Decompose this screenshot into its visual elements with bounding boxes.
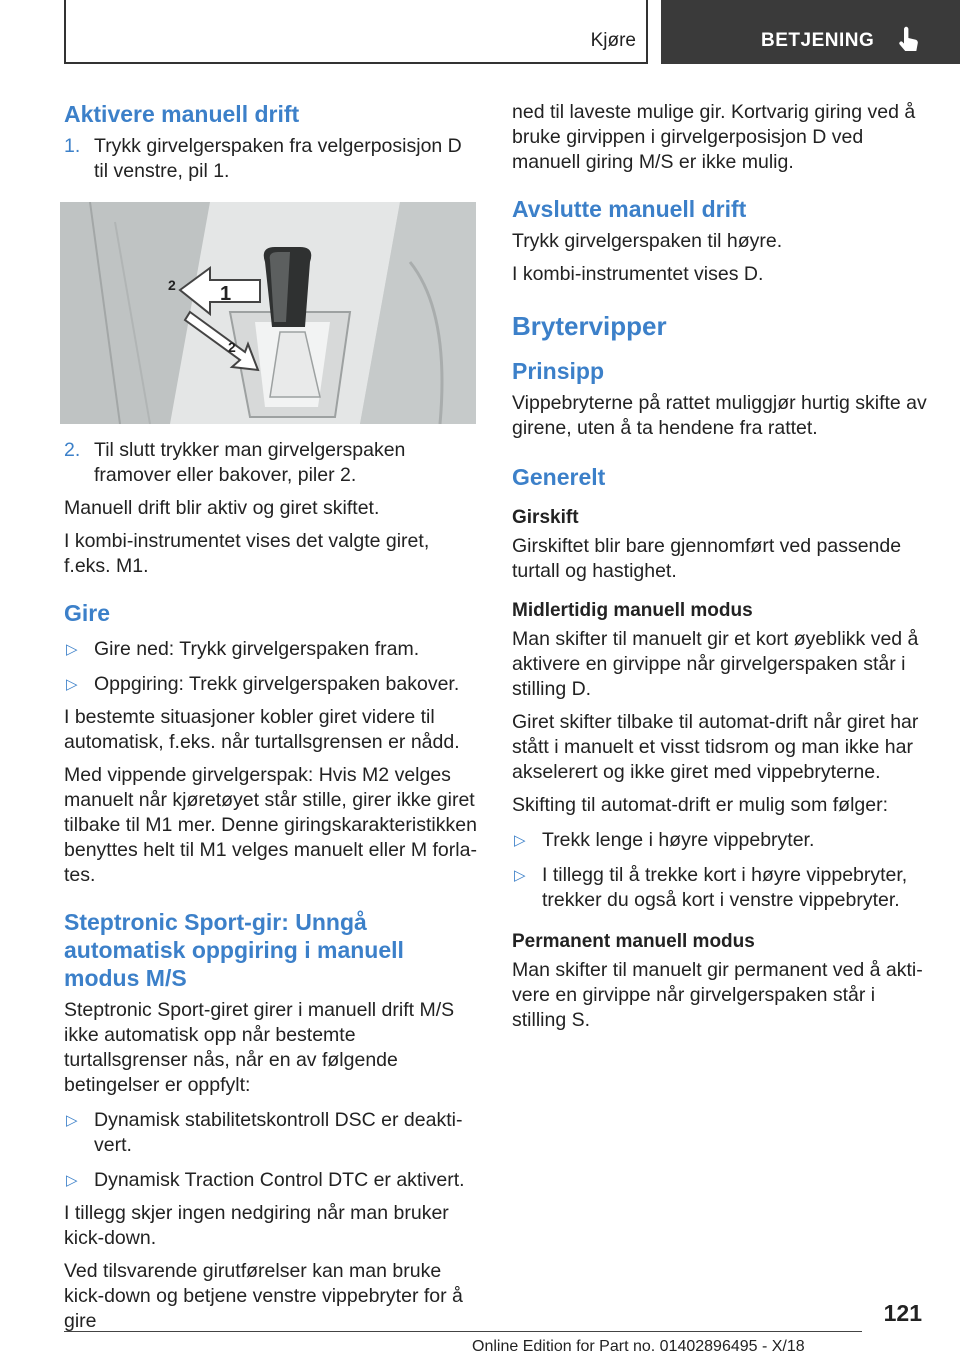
pointing-hand-icon (894, 26, 924, 56)
section-title-activate-manual: Aktivere manuell drift (64, 101, 300, 127)
paragraph: Man skifter til manuelt gir et kort øyeblikk ved å aktivere en girvippe når girvelgerspaken står i stilling D. (512, 628, 919, 700)
list-item (64, 1168, 478, 1193)
paragraph: I kombi-instrumentet vises det valgte giret, f.eks. M1. (64, 530, 430, 577)
list-item (64, 1108, 478, 1158)
list-item-text: Trekk lenge i høyre vippebryter. (542, 829, 815, 851)
paragraph: Med vippende girvelgerspak: Hvis M2 velges manuelt når kjøretøyet står stille, girer ikke giret tilbake til M1 mer. Denne giringskarakteristikken benyttes helt til M1 velges manuelt eller M forlates. (64, 764, 477, 886)
step-text: Til slutt trykker man girvelgerspaken framover eller bakover, piler 2. (94, 439, 406, 486)
section-title-gire: Gire (64, 600, 111, 626)
section-title-exit-manual: Avslutte manuell drift (512, 196, 747, 222)
subheading-permanent-manual: Permanent manuell modus (512, 931, 755, 952)
paragraph: Skifting til automat-drift er mulig som følger: (512, 794, 889, 816)
paragraph: I tillegg skjer ingen nedgiring når man bruker kick-down. (64, 1202, 449, 1249)
header-section-title: Kjøre (590, 30, 636, 51)
triangle-bullet-icon: ▷ (66, 1172, 78, 1189)
arrow-label-2a: 2 (168, 277, 176, 293)
paragraph: Ved tilsvarende girutførelser kan man bruke kick-down og betjene venstre vippebryter for å gire (64, 1260, 463, 1332)
list-item-text: Dynamisk Traction Control DTC er aktivert. (94, 1169, 465, 1191)
list-item-text: I tillegg til å trekke kort i høyre vippebryter, trekker du også kort i venstre vippebryter. (542, 864, 908, 911)
chapter-heading-brytervipper: Brytervipper (512, 311, 667, 341)
arrow-label-2b: 2 (228, 339, 236, 355)
paragraph: Girskiftet blir bare gjennomført ved passende turtall og hastighet. (512, 535, 902, 582)
list-item-text: Oppgiring: Trekk girvelgerspaken bakover. (94, 673, 460, 695)
paragraph: I kombi-instrumentet vises D. (512, 263, 764, 285)
list-item-text: Gire ned: Trykk girvelgerspaken fram. (94, 638, 420, 660)
page-number: 121 (883, 1300, 922, 1326)
footer-divider (64, 1331, 862, 1332)
triangle-bullet-icon: ▷ (514, 867, 526, 884)
triangle-bullet-icon: ▷ (66, 641, 78, 658)
list-item (64, 637, 478, 662)
gear-selector-illustration (60, 202, 476, 424)
step-2 (64, 438, 478, 488)
paragraph: Man skifter til manuelt gir permanent ved å aktivere en girvippe når girvelgerspaken står i stilling S. (512, 959, 923, 1031)
paragraph: ned til laveste mulige gir. Kortvarig giring ved å bruke girvippen i girvelgerposisjon D ved manuell giring M/S er ikke mulig. (512, 101, 916, 173)
paragraph: Trykk girvelgerspaken til høyre. (512, 230, 783, 252)
left-column (64, 100, 478, 1342)
right-column (512, 100, 930, 1041)
step-text: Trykk girvelgerspaken fra velgerposisjon D til venstre, pil 1. (94, 135, 462, 182)
subheading-temporary-manual: Midlertidig manuell modus (512, 600, 753, 621)
paragraph: Steptronic Sport-giret girer i manuell drift M/S ikke automatisk opp når bestemte turtallsgrenser nås, når en av følgende betingelser er oppfylt: (64, 999, 455, 1096)
step-1 (64, 134, 478, 184)
header-frame (64, 0, 648, 64)
section-title-prinsipp: Prinsipp (512, 358, 605, 384)
section-title-steptronic: Steptronic Sport-gir: Unngå automatisk oppgiring i manuell modus M/S (64, 909, 404, 991)
paragraph: I bestemte situasjoner kobler giret videre til automatisk, f.eks. når turtallsgrensen er nådd. (64, 706, 460, 753)
paragraph: Vippebryterne på rattet muliggjør hurtig skifte av girene, uten å ta hendene fra rattet. (512, 392, 927, 439)
paragraph: Giret skifter tilbake til automat-drift når giret har stått i manuelt et visst tidsrom og man ikke har akselerert og ikke giret med vippebryterne. (512, 711, 919, 783)
auto-mode-list (512, 828, 930, 913)
gear-selector-drawing (60, 202, 476, 424)
arrow-label-1: 1 (220, 283, 232, 305)
list-item (512, 828, 930, 853)
list-item (64, 672, 478, 697)
list-item-text: Dynamisk stabilitetskontroll DSC er deaktivert. (94, 1109, 463, 1156)
gire-list (64, 637, 478, 697)
step-number: 1. (64, 135, 81, 157)
list-item (512, 863, 930, 913)
section-title-generelt: Generelt (512, 464, 606, 490)
triangle-bullet-icon: ▷ (514, 832, 526, 849)
condition-list (64, 1108, 478, 1193)
triangle-bullet-icon: ▷ (66, 1112, 78, 1129)
triangle-bullet-icon: ▷ (66, 676, 78, 693)
footer-edition: Online Edition for Part no. 01402896495 - X/18 (472, 1338, 805, 1355)
paragraph: Manuell drift blir aktiv og giret skiftet. (64, 497, 380, 519)
chapter-title: BETJENING (761, 30, 875, 51)
subheading-girskift: Girskift (512, 507, 579, 528)
step-number: 2. (64, 439, 81, 461)
